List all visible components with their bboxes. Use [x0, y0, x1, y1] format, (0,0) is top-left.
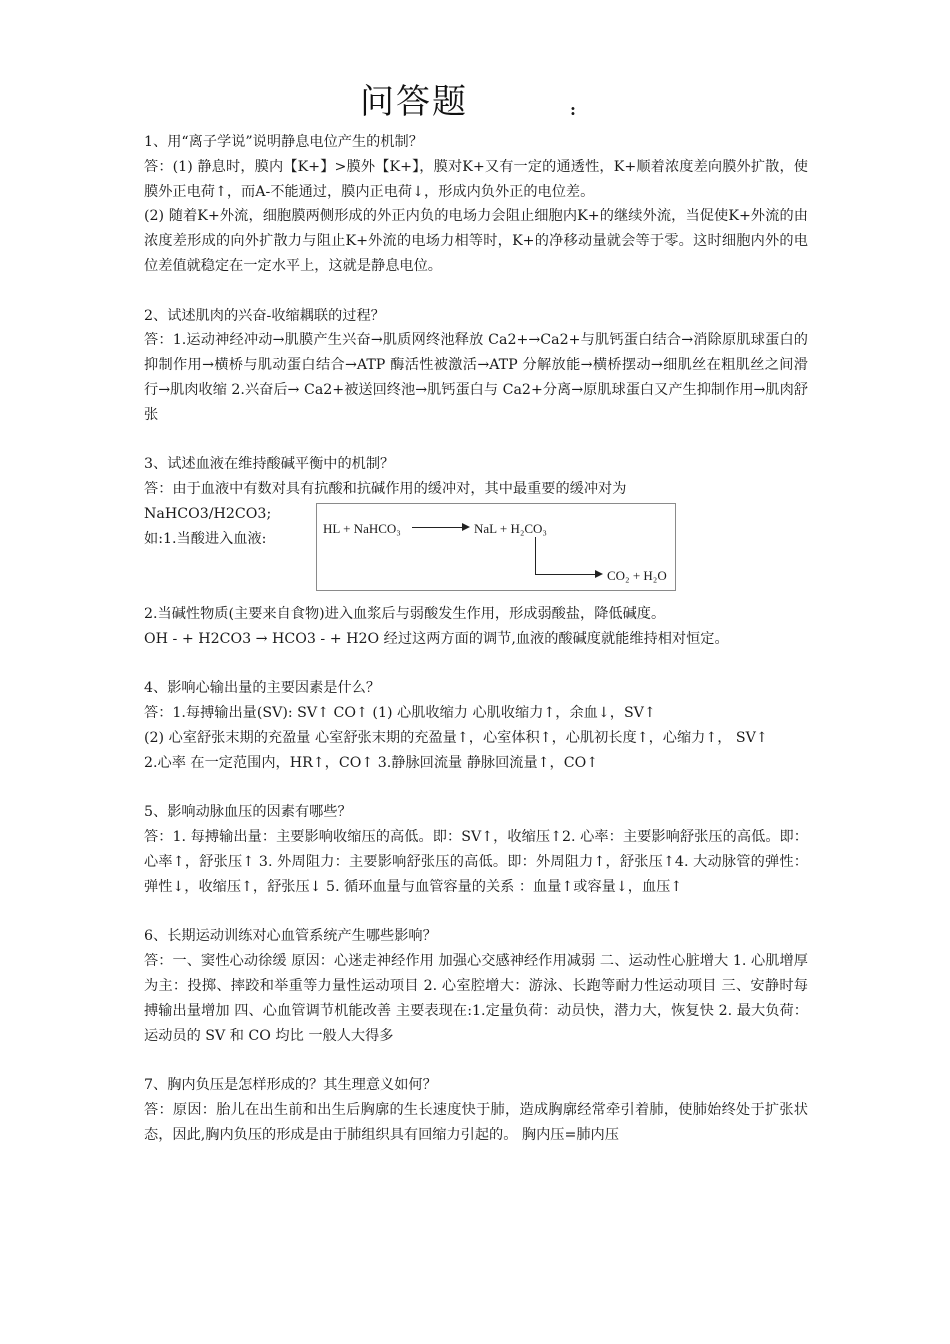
question-6-answer: 答：一、窦性心动徐缓 原因：心迷走神经作用 加强心交感神经作用减弱 二、运动性心脏增大 1. 心肌增厚为主：投掷、摔跤和举重等力量性运动项目 2. 心室腔增大：游泳、长跑等耐力性运动项目 三、安静时每搏输出量增加 四、心血管调节机能改善 主要表现在:1.定量负荷：动员快，潜力大，恢复快 2. 最大负荷：运动员的 SV 和 CO 均比 一般人大得多 [144, 953, 808, 1044]
qa-content [144, 130, 808, 1172]
question-6-title: 6、长期运动训练对心血管系统产生哪些影响？ [144, 928, 437, 945]
page-title: 问答题 [360, 82, 468, 122]
reaction-products-main: NaL + H₂CO₃ [474, 520, 547, 536]
buffer-pair-text: NaHCO3/H2CO3; [144, 505, 272, 522]
question-2 [144, 304, 808, 428]
question-4-answer-part-3: 2.心率 在一定范围内，HR↑，CO↑ 3.静脉回流量 静脉回流量↑，CO↑ [144, 754, 599, 771]
question-1-answer-part-1: 答：(1) 静息时，膜内【K+】>膜外【K+】，膜对K+又有一定的通透性，K+顺着浓度差向膜外扩散，使膜外正电荷↑，而A-不能通过，膜内正电荷↓，形成内负外正的电位差。 [144, 158, 808, 200]
question-5 [144, 800, 808, 899]
question-4-answer-part-2: (2) 心室舒张末期的充盈量 心室舒张末期的充盈量↑，心室体积↑，心肌初长度↑，心缩力↑， SV↑ [144, 729, 768, 746]
question-3 [144, 452, 808, 651]
reaction-products-decomposition: CO₂ + H₂O [607, 567, 667, 583]
question-7 [144, 1073, 808, 1147]
question-1-answer-part-2: (2) 随着K+外流，细胞膜两侧形成的外正内负的电场力会阻止细胞内K+的继续外流，当促使K+外流的由浓度差形成的向外扩散力与阻止K+外流的电场力相等时，K+的净移动量就会等于零。这时细胞内外的电位差值就稳定在一定水平上，这就是静息电位。 [144, 208, 808, 274]
reaction-arrowhead-main [462, 523, 470, 531]
question-3-title: 3、试述血液在维持酸碱平衡中的机制？ [144, 456, 395, 473]
question-3-answer-part-3: OH - + H2CO3 → HCO3 - + H2O 经过这两方面的调节,血液的酸碱度就能维持相对恒定。 [144, 630, 729, 647]
question-7-title: 7、胸内负压是怎样形成的？其生理意义如何？ [144, 1077, 437, 1094]
reaction-reactants: HL + NaHCO₃ [323, 520, 401, 536]
question-7-answer: 答：原因：胎儿在出生前和出生后胸廓的生长速度快于肺，造成胸廓经常牵引着肺，使肺始终处于扩张状态，因此,胸内负压的形成是由于肺组织具有回缩力引起的。 胸内压=肺内压 [144, 1101, 808, 1143]
reaction-diagram [316, 503, 676, 591]
reaction-branch-line [535, 537, 536, 575]
question-4-title: 4、影响心输出量的主要因素是什么？ [144, 680, 381, 697]
acid-case-label: 如:1.当酸进入血液: [144, 530, 267, 547]
question-4-answer-part-1: 答：1.每搏输出量(SV): SV↑ CO↑ (1) 心肌收缩力 心肌收缩力↑，余血↓，SV↑ [144, 705, 656, 722]
question-4 [144, 676, 808, 775]
question-2-answer: 答：1.运动神经冲动→肌膜产生兴奋→肌质网终池释放 Ca2+→Ca2+与肌钙蛋白结合→消除原肌球蛋白的抑制作用→横桥与肌动蛋白结合→ATP 酶活性被激活→ATP 分解放能→横桥摆动→细肌丝在粗肌丝之间滑行→肌肉收缩 2.兴奋后→ Ca2+被送回终池→肌钙蛋白与 Ca2+分离→原肌球蛋白又产生抑制作用→肌肉舒张 [144, 332, 808, 423]
question-5-answer: 答：1. 每搏输出量：主要影响收缩压的高低。即：SV↑，收缩压↑2. 心率：主要影响舒张压的高低。即：心率↑，舒张压↑ 3. 外周阻力：主要影响舒张压的高低。即：外周阻力↑，舒张压↑4. 大动脉管的弹性：弹性↓，收缩压↑，舒张压↓ 5. 循环血量与血管容量的关系 ：血量↑或容量↓，血压↑ [144, 829, 808, 895]
question-3-answer-intro: 答：由于血液中有数对具有抗酸和抗碱作用的缓冲对，其中最重要的缓冲对为 [144, 481, 627, 498]
question-2-title: 2、试述肌肉的兴奋-收缩耦联的过程？ [144, 307, 385, 324]
stray-mark: : [570, 100, 576, 119]
reaction-arrow-decomposition [535, 574, 595, 575]
question-3-answer-part-2: 2.当碱性物质(主要来自食物)进入血浆后与弱酸发生作用，形成弱酸盐，降低碱度。 [144, 605, 666, 622]
reaction-arrow-main [412, 527, 462, 528]
question-1-title: 1、用“离子学说”说明静息电位产生的机制？ [144, 134, 423, 150]
reaction-arrowhead-decomposition [595, 570, 603, 578]
buffer-formula-block [144, 502, 808, 602]
question-6 [144, 924, 808, 1048]
question-5-title: 5、影响动脉血压的因素有哪些？ [144, 804, 352, 821]
question-1 [144, 130, 808, 279]
